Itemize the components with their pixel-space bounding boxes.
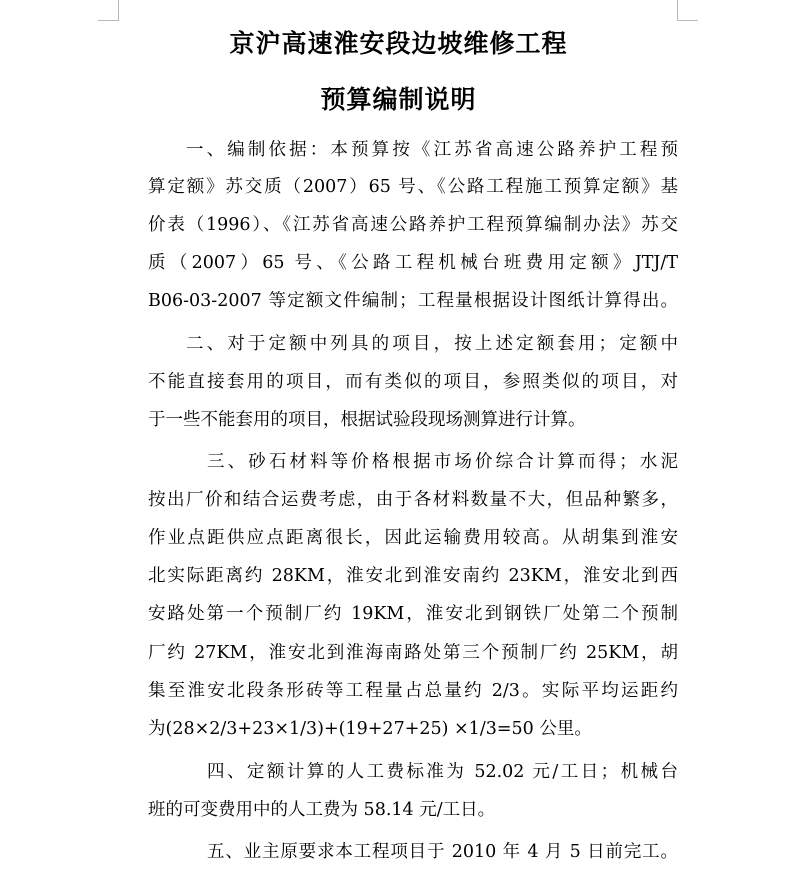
text-line: 集至淮安北段条形砖等工程量占总量约 2/3。实际平均运距约 <box>148 681 678 701</box>
text-line: 三、砂石材料等价格根据市场价综合计算而得；水泥 <box>207 452 678 472</box>
text-line: 五、业主原要求本工程项目于 2010 年 4 月 5 日前完工。 <box>207 842 678 862</box>
text-line: 四、定额计算的人工费标准为 52.02 元/工日；机械台 <box>207 762 678 782</box>
text-line: 北实际距离约 28KM，淮安北到淮安南约 23KM，淮安北到西 <box>148 566 678 586</box>
text-line: 一、编制依据：本预算按《江苏省高速公路养护工程预 <box>186 140 678 160</box>
text-line: 于一些不能套用的项目，根据试验段现场测算进行计算。 <box>148 410 586 430</box>
document-title: 京沪高速淮安段边坡维修工程 <box>229 29 568 58</box>
text-line: 不能直接套用的项目，而有类似的项目，参照类似的项目，对 <box>148 372 678 392</box>
text-line: 按出厂价和结合运费考虑，由于各材料数量不大，但品种繁多， <box>148 490 678 510</box>
text-line: B06-03-2007 等定额文件编制；工程量根据设计图纸计算得出。 <box>148 291 678 311</box>
text-line: 质（2007）65 号、《公路工程机械台班费用定额》JTJ/T <box>148 253 678 273</box>
document-subtitle: 预算编制说明 <box>320 85 477 114</box>
text-line: 厂约 27KM，淮安北到淮海南路处第三个预制厂约 25KM，胡 <box>148 643 678 663</box>
text-line: 算定额》苏交质（2007）65 号、《公路工程施工预算定额》基 <box>148 177 678 197</box>
text-line: 班的可变费用中的人工费为 58.14 元/工日。 <box>148 800 496 820</box>
text-line: 二、对于定额中列具的项目，按上述定额套用；定额中 <box>186 334 678 354</box>
text-line: 价表（1996）、《江苏省高速公路养护工程预算编制办法》苏交 <box>148 215 678 235</box>
text-line: 作业点距供应点距离很长，因此运输费用较高。从胡集到淮安 <box>148 528 678 548</box>
text-line: 安路处第一个预制厂约 19KM，淮安北到钢铁厂处第二个预制 <box>148 604 678 624</box>
text-line: 为(28×2/3+23×1/3)+(19+27+25) ×1/3=50 公里。 <box>148 719 592 739</box>
